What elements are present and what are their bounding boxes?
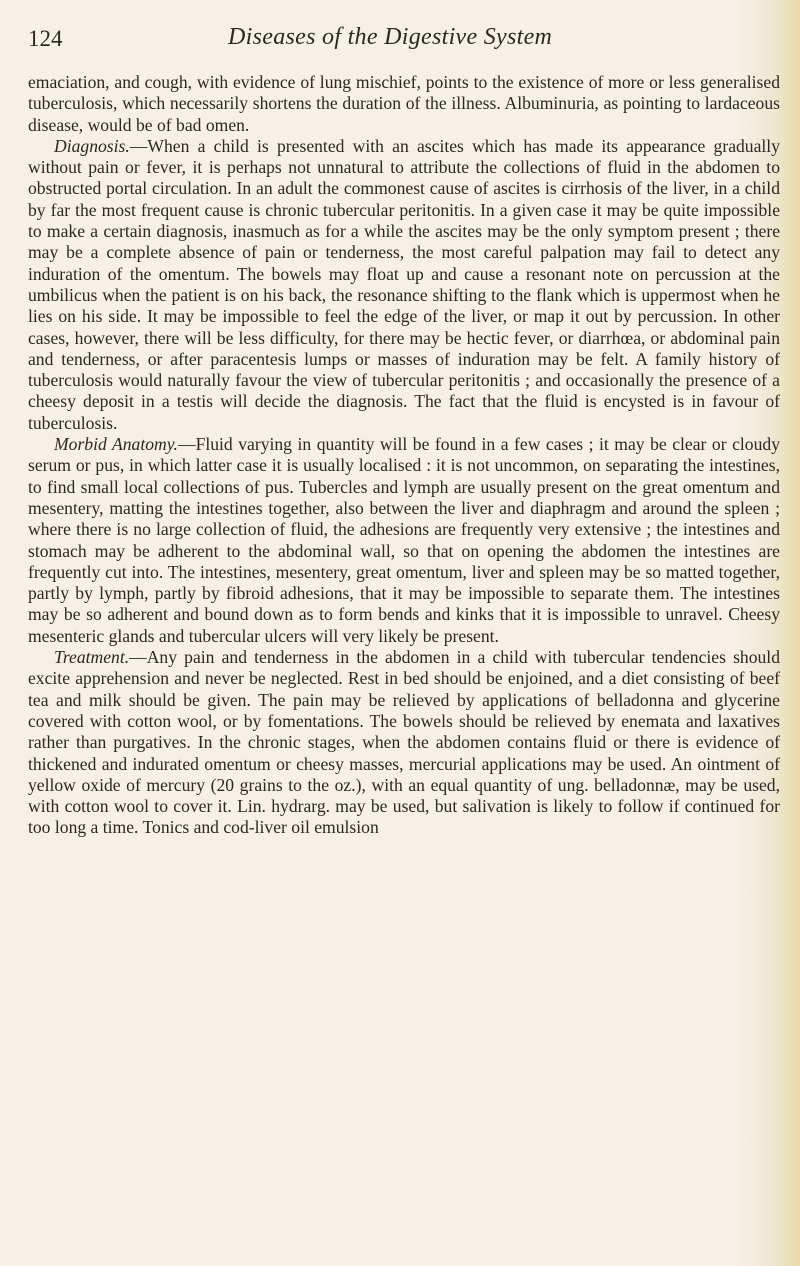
paragraph-diagnosis: [28, 136, 780, 434]
running-title: Diseases of the Digestive System: [228, 24, 553, 50]
paragraph-text: —Fluid varying in quantity will be found in a few cases ; it may be clear or cloudy serum or pus, in which latter case it is usually localised : it is not uncommon, on separating the intestines, to find small local collections of pus. Tubercles and lymph are usually present on the great omentum and mesentery, matting the intestines together, also between the liver and diaphragm and around the spleen ; where there is no large collection of fluid, the adhesions are frequently very extensive ; the intestines and stomach may be adherent to the abdominal wall, so that on opening the abdomen the intestines are frequently cut into. The intestines, mesentery, great omentum, liver and spleen may be so matted together, partly by lymph, partly by fibroid adhesions, that it may be impossible to separate them. The intestines may be so adherent and bound down as to form bends and kinks that it is impossible to unravel. Cheesy mesenteric glands and tubercular ulcers will very likely be present.: [28, 434, 780, 646]
paragraph-treatment: [28, 647, 780, 839]
paragraph-morbid-anatomy: [28, 434, 780, 647]
paragraph-text: —Any pain and tenderness in the abdomen in a child with tubercular tendencies should excite apprehension and never be neglected. Rest in bed should be enjoined, and a diet consisting of beef tea and milk should be given. The pain may be relieved by applications of belladonna and glycerine covered with cotton wool, or by fomentations. The bowels should be relieved by enemata and laxatives rather than purgatives. In the chronic stages, when the abdomen contains fluid or there is evidence of thickened and indurated omentum or cheesy masses, mercurial applications may be used. An ointment of yellow oxide of mercury (20 grains to the oz.), with an equal quantity of ung. belladonnæ, may be used, with cotton wool to cover it. Lin. hydrarg. may be used, but salivation is likely to follow if continued for too long a time. Tonics and cod-liver oil emulsion: [28, 647, 780, 838]
paragraph-continuation: [28, 72, 780, 136]
page-header: [28, 22, 780, 58]
page-number: 124: [28, 26, 63, 51]
paragraph-text: —When a child is presented with an ascites which has made its appearance gradually without pain or fever, it is perhaps not unnatural to attribute the collections of fluid in the abdomen to obstructed portal circulation. In an adult the commonest cause of ascites is cirrhosis of the liver, in a child by far the most frequent cause is chronic tubercular peritonitis. In a given case it may be quite impossible to make a certain diagnosis, inasmuch as for a while the ascites may be the only symptom present ; there may be a complete absence of pain or tenderness, the most careful palpation may fail to detect any induration of the omentum. The bowels may float up and cause a resonant note on percussion at the umbilicus when the patient is on his back, the resonance shifting to the flank which is uppermost when he lies on his side. It may be impossible to feel the edge of the liver, or map it out by percussion. In other cases, however, there will be less difficulty, for there may be hectic fever, or diarrhœa, or abdominal pain and tenderness, or after paracentesis lumps or masses of induration may be felt. A family history of tuberculosis would naturally favour the view of tubercular peritonitis ; and occasionally the presence of a cheesy deposit in a testis will decide the diagnosis. The fact that the fluid is encysted is in favour of tuberculosis.: [28, 135, 780, 433]
body-text: [28, 72, 780, 839]
section-heading-morbid-anatomy: Morbid Anatomy.: [54, 434, 178, 455]
section-heading-diagnosis: Diagnosis.: [54, 135, 130, 156]
paragraph-text: emaciation, and cough, with evidence of lung mischief, points to the existence of more or less generalised tuberculosis, which necessarily shortens the duration of the illness. Albuminuria, as pointing to lardaceous disease, would be of bad omen.: [28, 72, 780, 135]
section-heading-treatment: Treatment.: [54, 647, 130, 668]
